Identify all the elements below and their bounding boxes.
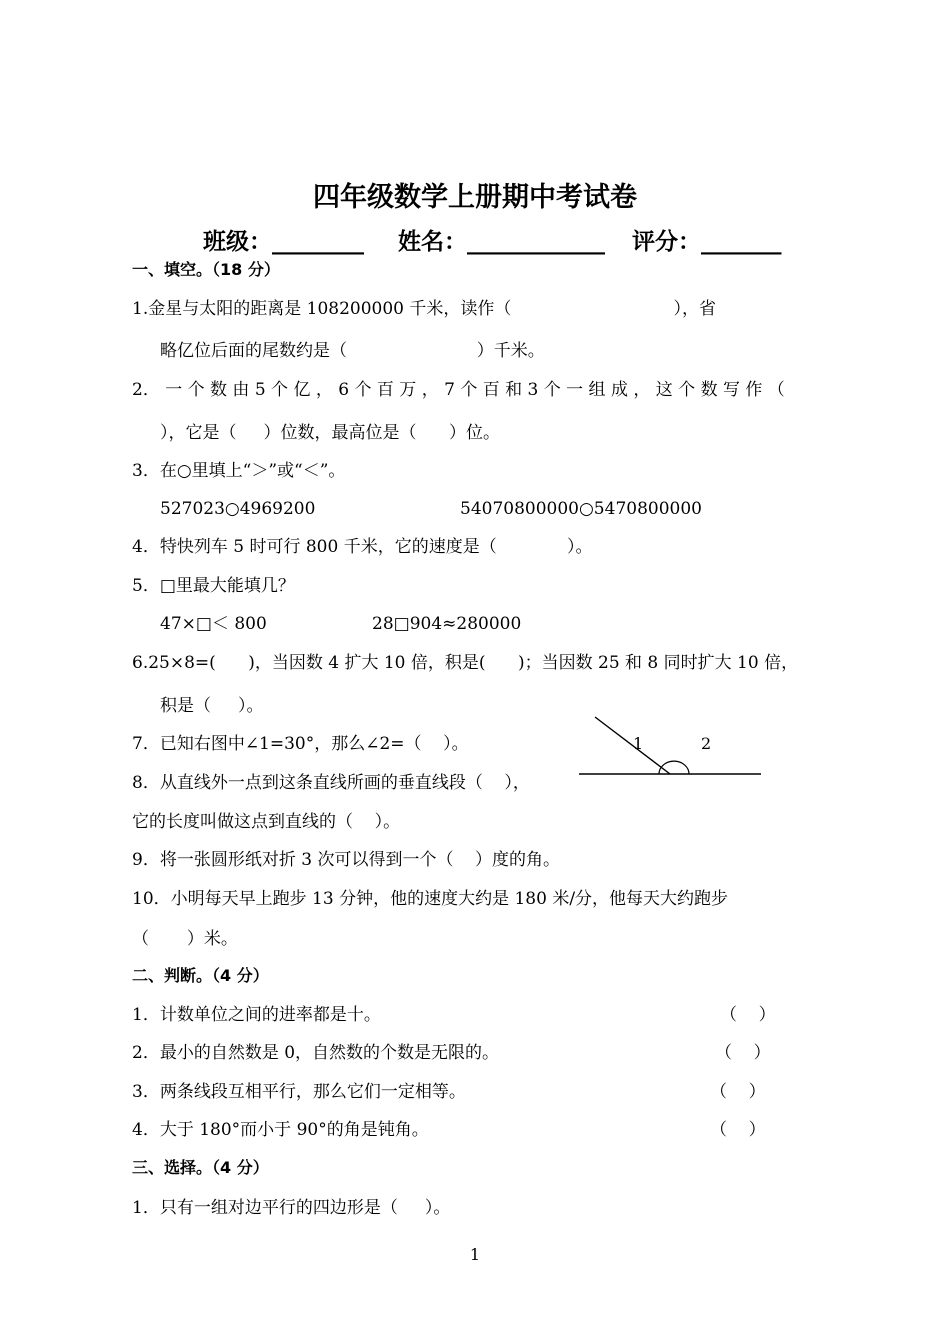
- question-4: 4．特快列车 5 时可行 800 千米，它的速度是（ ）。: [132, 537, 593, 557]
- judge-item-2-answer-paren: （ ）: [715, 1043, 771, 1063]
- question-6-line-2: 积是（ ）。: [160, 696, 264, 716]
- judge-item-4-answer-paren: （ ）: [710, 1120, 766, 1140]
- question-10-line-1: 10．小明每天早上跑步 13 分钟，他的速度大约是 180 米/分，他每天大约跑步: [132, 889, 729, 909]
- angle-label-2: 2: [701, 734, 712, 753]
- page-title: 四年级数学上册期中考试卷: [313, 182, 637, 213]
- section-heading-judge: 二、判断。（4 分）: [132, 966, 269, 985]
- judge-item-2-text: 2．最小的自然数是 0，自然数的个数是无限的。: [132, 1043, 500, 1063]
- judge-item-4-text: 4．大于 180°而小于 90°的角是钝角。: [132, 1120, 429, 1140]
- angle-label-1: 1: [633, 734, 644, 753]
- question-3-right-compare: 54070800000○5470800000: [460, 499, 702, 519]
- name-field-label: 姓名：____________: [398, 229, 605, 255]
- choice-question-1: 1．只有一组对边平行的四边形是（ ）。: [132, 1198, 451, 1218]
- question-8-line-2: 它的长度叫做这点到直线的（ ）。: [132, 812, 401, 832]
- question-6-line-1: 6.25×8=( )，当因数 4 扩大 10 倍，积是( )；当因数 25 和 8 同时扩大 10 倍，: [132, 653, 799, 673]
- question-8-line-1: 8．从直线外一点到这条直线所画的垂直线段（ ），: [132, 773, 530, 793]
- angle-figure: [575, 712, 775, 782]
- question-2-line-2: ），它是（ ）位数，最高位是（ ）位。: [160, 423, 500, 443]
- question-2-line-1: 2． 一 个 数 由 5 个 亿 ， 6 个 百 万 ， 7 个 百 和 3 个 一 组 成 ， 这 个 数 写 作 （: [132, 380, 785, 400]
- question-1-line-1: 1.金星与太阳的距离是 108200000 千米，读作（ ），省: [132, 299, 716, 319]
- question-7: 7．已知右图中∠1=30°，那么∠2=（ ）。: [132, 734, 469, 754]
- score-field-label: 评分：_______: [632, 229, 782, 255]
- question-10-line-2: （ ）米。: [132, 929, 238, 949]
- question-5-right: 28□904≈280000: [372, 614, 522, 634]
- judge-item-3-text: 3．两条线段互相平行，那么它们一定相等。: [132, 1082, 466, 1102]
- section-heading-choice: 三、选择。（4 分）: [132, 1158, 269, 1177]
- judge-item-1-answer-paren: （ ）: [720, 1005, 776, 1025]
- question-9: 9．将一张圆形纸对折 3 次可以得到一个（ ）度的角。: [132, 850, 561, 870]
- judge-item-1-text: 1．计数单位之间的进率都是十。: [132, 1005, 381, 1025]
- question-5-left: 47×□＜ 800: [160, 614, 267, 634]
- angle-arc: [659, 761, 689, 774]
- question-3-left-compare: 527023○4969200: [160, 499, 316, 519]
- question-5: 5．□里最大能填几？: [132, 576, 295, 596]
- question-3: 3．在○里填上“＞”或“＜”。: [132, 461, 346, 481]
- page-number: 1: [469, 1245, 481, 1264]
- question-1-line-2: 略亿位后面的尾数约是（ ）千米。: [160, 341, 545, 361]
- judge-item-3-answer-paren: （ ）: [710, 1082, 766, 1102]
- class-field-label: 班级：________: [203, 229, 364, 255]
- section-heading-fill-in: 一、填空。（18 分）: [132, 260, 280, 279]
